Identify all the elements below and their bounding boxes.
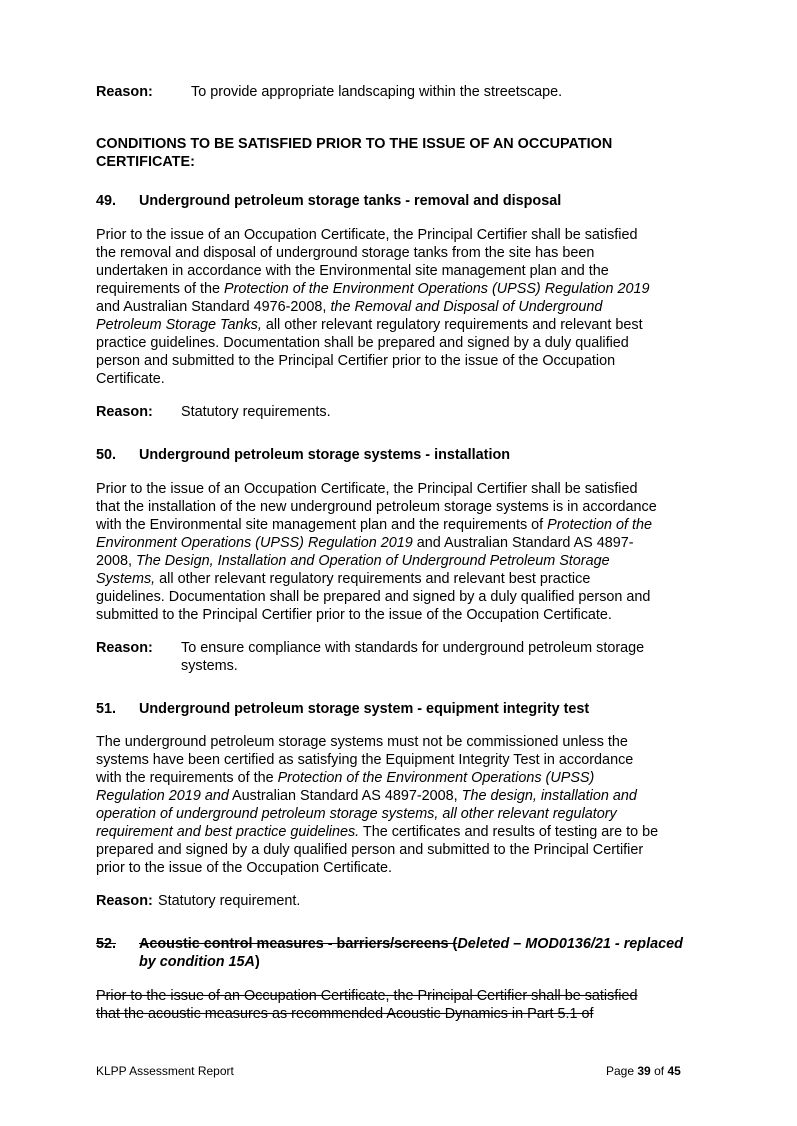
footer-page-number: Page 39 of 45 bbox=[606, 1064, 681, 1078]
footer-doc-title: KLPP Assessment Report bbox=[96, 1064, 234, 1078]
body-line: prior to the issue of the Occupation Certificate. bbox=[96, 860, 392, 876]
condition-title: Underground petroleum storage systems - installation bbox=[139, 447, 511, 463]
body-line: with the requirements of the Protection of the Environment Operations (UPSS) bbox=[96, 770, 595, 786]
body-line: prepared and signed by a duly qualified person and submitted to the Principal Certifier bbox=[96, 842, 644, 858]
body-line: and Australian Standard 4976-2008, the Removal and Disposal of Underground bbox=[96, 299, 603, 315]
body-line: systems have been certified as satisfying the Equipment Integrity Test in accordance bbox=[96, 752, 634, 768]
body-line: Certificate. bbox=[96, 371, 165, 387]
body-line: requirement and best practice guidelines. The certificates and results of testing are to be bbox=[96, 824, 659, 840]
reason-text-line-2: systems. bbox=[181, 658, 238, 674]
body-line: Prior to the issue of an Occupation Certificate, the Principal Certifier shall be satisfied bbox=[96, 227, 638, 243]
body-line: with the Environmental site management plan and the requirements of Protection of the bbox=[96, 517, 652, 533]
body-line: Regulation 2019 and Australian Standard AS 4897-2008, The design, installation and bbox=[96, 788, 637, 804]
condition-number: 50. bbox=[96, 447, 117, 463]
body-line: Environment Operations (UPSS) Regulation 2019 and Australian Standard AS 4897- bbox=[96, 535, 634, 551]
condition-52-heading bbox=[96, 935, 706, 971]
body-line: Prior to the issue of an Occupation Certificate, the Principal Certifier shall be satisfied bbox=[96, 481, 638, 497]
body-line: Prior to the issue of an Occupation Certificate, the Principal Certifier shall be satisfied bbox=[96, 988, 638, 1004]
reason-text: Statutory requirements. bbox=[181, 404, 331, 420]
body-line: submitted to the Principal Certifier prior to the issue of the Occupation Certificate. bbox=[96, 607, 612, 623]
reason-text: Statutory requirement. bbox=[158, 893, 301, 909]
body-line: requirements of the Protection of the Environment Operations (UPSS) Regulation 2019 bbox=[96, 281, 650, 297]
condition-50-reason bbox=[96, 639, 706, 675]
condition-51-body bbox=[96, 733, 708, 877]
condition-title: Underground petroleum storage tanks - removal and disposal bbox=[139, 193, 562, 209]
body-line: undertaken in accordance with the Environmental site management plan and the bbox=[96, 263, 609, 279]
body-line: Systems, all other relevant regulatory requirements and relevant best practice bbox=[96, 571, 591, 587]
section-heading-line-1: CONDITIONS TO BE SATISFIED PRIOR TO THE ISSUE OF AN OCCUPATION bbox=[96, 136, 613, 152]
body-line: 2008, The Design, Installation and Operation of Underground Petroleum Storage bbox=[96, 553, 610, 569]
section-heading-line-2: CERTIFICATE: bbox=[96, 154, 195, 170]
body-line: the removal and disposal of underground storage tanks from the site has been bbox=[96, 245, 595, 261]
condition-number: 49. bbox=[96, 193, 117, 209]
condition-title-line-1: Acoustic control measures - barriers/screens (Deleted – MOD0136/21 - replaced bbox=[139, 936, 683, 952]
body-line: guidelines. Documentation shall be prepared and signed by a duly qualified person and bbox=[96, 589, 651, 605]
reason-label: Reason: bbox=[96, 404, 153, 420]
body-line: that the acoustic measures as recommended Acoustic Dynamics in Part 5.1 of bbox=[96, 1006, 594, 1022]
condition-number: 52. bbox=[96, 936, 117, 952]
reason-label: Reason: bbox=[96, 640, 153, 656]
condition-52-body bbox=[96, 987, 708, 1023]
reason-label: Reason: bbox=[96, 893, 153, 909]
condition-49-body bbox=[96, 226, 708, 388]
section-heading bbox=[96, 135, 612, 171]
body-line: Petroleum Storage Tanks, all other relevant regulatory requirements and relevant best bbox=[96, 317, 643, 333]
body-line: person and submitted to the Principal Certifier prior to the issue of the Occupation bbox=[96, 353, 616, 369]
condition-title-line-2: by condition 15A) bbox=[139, 954, 260, 970]
reason-text: To provide appropriate landscaping within the streetscape. bbox=[191, 84, 563, 100]
condition-title: Underground petroleum storage system - equipment integrity test bbox=[139, 701, 590, 717]
body-line: operation of underground petroleum storage systems, all other relevant regulatory bbox=[96, 806, 617, 822]
condition-number: 51. bbox=[96, 701, 117, 717]
reason-text-line-1: To ensure compliance with standards for underground petroleum storage bbox=[181, 640, 645, 656]
body-line: The underground petroleum storage systems must not be commissioned unless the bbox=[96, 734, 628, 750]
body-line: practice guidelines. Documentation shall be prepared and signed by a duly qualified bbox=[96, 335, 629, 351]
condition-50-body bbox=[96, 480, 708, 624]
body-line: that the installation of the new underground petroleum storage systems is in accordance bbox=[96, 499, 657, 515]
reason-label: Reason: bbox=[96, 84, 153, 100]
